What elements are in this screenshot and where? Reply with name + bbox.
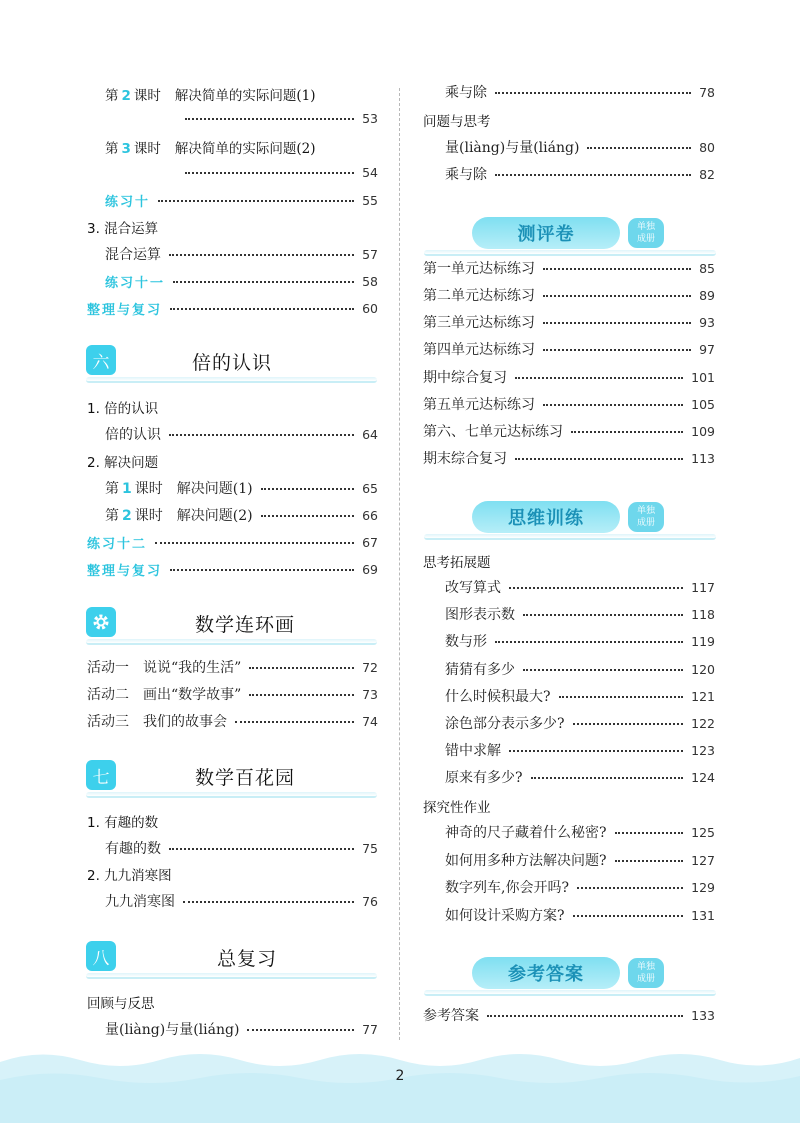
page-number: 74 — [362, 713, 378, 729]
toc-entry[interactable] — [105, 504, 378, 526]
entry-label: 错中求解 — [445, 743, 501, 759]
entry-label: 第二单元达标练习 — [423, 288, 535, 304]
leader-dots — [170, 569, 354, 571]
entry-label: 第六、七单元达标练习 — [423, 424, 563, 440]
page-number: 109 — [691, 423, 715, 439]
toc-entry[interactable] — [423, 1004, 715, 1026]
toc-entry[interactable] — [423, 257, 715, 279]
chapter-badge: 七 — [86, 760, 116, 790]
page-number: 60 — [362, 300, 378, 316]
leader-dots — [495, 641, 683, 643]
toc-entry[interactable] — [87, 656, 378, 678]
entry-label: 第 2 课时 解决问题(2) — [105, 508, 253, 524]
toc-entry[interactable] — [423, 284, 715, 306]
entry-label: 练习十一 — [105, 275, 166, 291]
banner-underline — [424, 990, 716, 996]
leader-dots — [185, 118, 354, 120]
leader-dots — [247, 1029, 354, 1031]
toc-entry[interactable] — [445, 876, 715, 898]
separate-volume-tag: 单独 成册 — [628, 218, 664, 248]
toc-entry[interactable] — [185, 107, 378, 129]
thinking-banner[interactable]: 思维训练 — [472, 501, 620, 533]
entry-label: 第三单元达标练习 — [423, 315, 535, 331]
toc-entry[interactable] — [423, 338, 715, 360]
leader-dots — [523, 669, 683, 671]
banner-underline — [424, 534, 716, 540]
page-number: 120 — [691, 661, 715, 677]
leader-dots — [155, 542, 354, 544]
leader-dots — [249, 694, 354, 696]
toc-entry-review[interactable] — [87, 297, 378, 319]
toc-entry[interactable] — [105, 1018, 378, 1040]
page-number: 127 — [691, 852, 715, 868]
leader-dots — [487, 1015, 683, 1017]
page-number: 129 — [691, 879, 715, 895]
leader-dots — [261, 515, 355, 517]
separate-volume-tag: 单独 成册 — [628, 502, 664, 532]
answers-banner[interactable]: 参考答案 — [472, 957, 620, 989]
toc-entry[interactable] — [423, 366, 715, 388]
leader-dots — [495, 174, 691, 176]
page-number: 77 — [362, 1021, 378, 1037]
entry-label: 第 1 课时 解决问题(1) — [105, 481, 253, 497]
page-number: 93 — [699, 314, 715, 330]
entry-label: 第五单元达标练习 — [423, 397, 535, 413]
entry-label: 期中综合复习 — [423, 370, 507, 386]
leader-dots — [261, 488, 355, 490]
page-number: 118 — [691, 606, 715, 622]
page-number: 65 — [362, 480, 378, 496]
leader-dots — [170, 308, 354, 310]
entry-label: 原来有多少? — [445, 770, 523, 786]
leader-dots — [615, 860, 684, 862]
toc-entry-review[interactable] — [87, 558, 378, 580]
toc-entry[interactable] — [423, 393, 715, 415]
page-number: 75 — [362, 840, 378, 856]
entry-label: 乘与除 — [445, 85, 487, 101]
leader-dots — [523, 614, 683, 616]
chapter-title[interactable]: 数学连环画 — [195, 614, 296, 636]
page-number: 113 — [691, 450, 715, 466]
entry-label: 有趣的数 — [105, 841, 161, 857]
leader-dots — [169, 254, 354, 256]
leader-dots — [587, 147, 691, 149]
toc-entry[interactable] — [445, 904, 715, 926]
page-number: 69 — [362, 561, 378, 577]
leader-dots — [509, 587, 683, 589]
leader-dots — [571, 431, 683, 433]
toc-entry[interactable] — [423, 311, 715, 333]
page-number: 72 — [362, 659, 378, 675]
toc-entry[interactable] — [423, 420, 715, 442]
entry-label: 活动二 画出“数学故事” — [87, 687, 242, 703]
leader-dots — [615, 832, 684, 834]
page-number: 89 — [699, 287, 715, 303]
toc-entry[interactable] — [445, 576, 715, 598]
leader-dots — [577, 887, 683, 889]
page-number: 82 — [699, 166, 715, 182]
entry-label: 练习十 — [105, 194, 151, 210]
section-heading: 1. 倍的认识 — [87, 401, 159, 417]
page-number: 55 — [362, 192, 378, 208]
section-heading: 思考拓展题 — [423, 555, 491, 571]
toc-entry[interactable] — [445, 603, 715, 625]
page-number: 105 — [691, 396, 715, 412]
entry-label: 倍的认识 — [105, 427, 161, 443]
leader-dots — [235, 721, 354, 723]
leader-dots — [169, 434, 354, 436]
entry-label: 量(liàng)与量(liáng) — [105, 1022, 240, 1038]
toc-entry[interactable] — [185, 161, 378, 183]
toc-entry[interactable] — [445, 630, 715, 652]
toc-entry[interactable] — [445, 739, 715, 761]
leader-dots — [515, 377, 683, 379]
chapter-underline — [86, 377, 377, 383]
page-number: 97 — [699, 341, 715, 357]
entry-label: 猜猜有多少 — [445, 662, 515, 678]
toc-entry-exercise[interactable] — [87, 531, 378, 553]
leader-dots — [543, 322, 691, 324]
leader-dots — [543, 268, 691, 270]
leader-dots — [515, 458, 683, 460]
entry-label: 图形表示数 — [445, 607, 515, 623]
leader-dots — [249, 667, 354, 669]
page-number: 101 — [691, 369, 715, 385]
entry-label: 第一单元达标练习 — [423, 261, 535, 277]
page-number: 123 — [691, 742, 715, 758]
page-number: 85 — [699, 260, 715, 276]
entry-label: 练习十二 — [87, 536, 148, 552]
toc-entry[interactable] — [445, 685, 715, 707]
entry-label: 混合运算 — [105, 247, 161, 263]
entry-label: 神奇的尺子藏着什么秘密? — [445, 825, 607, 841]
leader-dots — [169, 848, 354, 850]
toc-entry-exercise[interactable] — [105, 270, 378, 292]
page-number: 67 — [362, 534, 378, 550]
entry-label: 量(liàng)与量(liáng) — [445, 140, 580, 156]
page-number: 66 — [362, 507, 378, 523]
entry-label: 参考答案 — [423, 1008, 479, 1024]
chapter-badge: 八 — [86, 941, 116, 971]
toc-entry[interactable] — [445, 849, 715, 871]
lesson-heading: 第 3 课时 解决简单的实际问题(2) — [105, 141, 316, 157]
leader-dots — [559, 696, 684, 698]
entry-label: 如何用多种方法解决问题? — [445, 853, 607, 869]
leader-dots — [158, 200, 354, 202]
leader-dots — [495, 92, 691, 94]
lesson-heading: 第 2 课时 解决简单的实际问题(1) — [105, 88, 316, 104]
page-number: 117 — [691, 579, 715, 595]
chapter-underline — [86, 973, 377, 979]
toc-entry-exercise[interactable] — [105, 189, 378, 211]
toc-entry[interactable] — [445, 163, 715, 185]
leader-dots — [543, 349, 691, 351]
entry-label: 第四单元达标练习 — [423, 342, 535, 358]
tests-banner[interactable]: 测评卷 — [472, 217, 620, 249]
leader-dots — [543, 404, 683, 406]
page-number: 119 — [691, 633, 715, 649]
entry-label: 如何设计采购方案? — [445, 908, 565, 924]
toc-entry[interactable] — [423, 447, 715, 469]
section-heading: 1. 有趣的数 — [87, 815, 159, 831]
entry-label: 活动一 说说“我的生活” — [87, 660, 242, 676]
chapter-title[interactable]: 数学百花园 — [195, 767, 296, 789]
entry-label: 期末综合复习 — [423, 451, 507, 467]
leader-dots — [173, 281, 354, 283]
page-number: 73 — [362, 686, 378, 702]
entry-label: 活动三 我们的故事会 — [87, 714, 227, 730]
toc-entry[interactable] — [105, 243, 378, 265]
chapter-underline — [86, 792, 377, 798]
chapter-underline — [86, 639, 377, 645]
page-number: 53 — [362, 110, 378, 126]
page-number: 76 — [362, 893, 378, 909]
page-number: 58 — [362, 273, 378, 289]
chapter-title[interactable]: 总复习 — [217, 948, 278, 970]
banner-underline — [424, 250, 716, 256]
chapter-badge: 六 — [86, 345, 116, 375]
toc-entry[interactable] — [87, 683, 378, 705]
section-heading: 探究性作业 — [423, 800, 491, 816]
leader-dots — [509, 750, 683, 752]
entry-label: 数字列车,你会开吗? — [445, 880, 569, 896]
entry-label: 整理与复习 — [87, 563, 163, 579]
leader-dots — [185, 172, 354, 174]
page-number: 57 — [362, 246, 378, 262]
page-number: 131 — [691, 907, 715, 923]
leader-dots — [531, 777, 684, 779]
page-number: 64 — [362, 426, 378, 442]
page-number: 121 — [691, 688, 715, 704]
entry-label: 乘与除 — [445, 167, 487, 183]
section-heading: 3. 混合运算 — [87, 221, 159, 237]
separate-volume-tag: 单独 成册 — [628, 958, 664, 988]
chapter-title[interactable]: 倍的认识 — [192, 352, 273, 374]
toc-entry[interactable] — [105, 477, 378, 499]
toc-entry[interactable] — [445, 766, 715, 788]
toc-entry[interactable] — [445, 81, 715, 103]
toc-entry[interactable] — [445, 712, 715, 734]
entry-label: 涂色部分表示多少? — [445, 716, 565, 732]
leader-dots — [573, 915, 684, 917]
page-number: 122 — [691, 715, 715, 731]
section-heading: 回顾与反思 — [87, 996, 155, 1012]
page-number: 80 — [699, 139, 715, 155]
entry-label: 改写算式 — [445, 580, 501, 596]
toc-entry[interactable] — [105, 423, 378, 445]
column-divider — [399, 88, 400, 1040]
toc-entry[interactable] — [445, 658, 715, 680]
leader-dots — [183, 901, 354, 903]
section-heading: 问题与思考 — [423, 114, 491, 130]
section-heading: 2. 解决问题 — [87, 455, 159, 471]
entry-label: 什么时候积最大? — [445, 689, 551, 705]
leader-dots — [543, 295, 691, 297]
toc-entry[interactable] — [87, 710, 378, 732]
page-number: 54 — [362, 164, 378, 180]
gear-icon — [86, 607, 116, 637]
toc-entry[interactable] — [445, 821, 715, 843]
leader-dots — [573, 723, 684, 725]
toc-entry[interactable] — [105, 890, 378, 912]
entry-label: 九九消寒图 — [105, 894, 175, 910]
page-number: 124 — [691, 769, 715, 785]
page-number: 125 — [691, 824, 715, 840]
page-number: 133 — [691, 1007, 715, 1023]
page-number: 78 — [699, 84, 715, 100]
toc-entry[interactable] — [445, 136, 715, 158]
entry-label: 整理与复习 — [87, 302, 163, 318]
section-heading: 2. 九九消寒图 — [87, 868, 172, 884]
entry-label: 数与形 — [445, 634, 487, 650]
toc-entry[interactable] — [105, 837, 378, 859]
page-number-footer: 2 — [395, 1068, 405, 1084]
